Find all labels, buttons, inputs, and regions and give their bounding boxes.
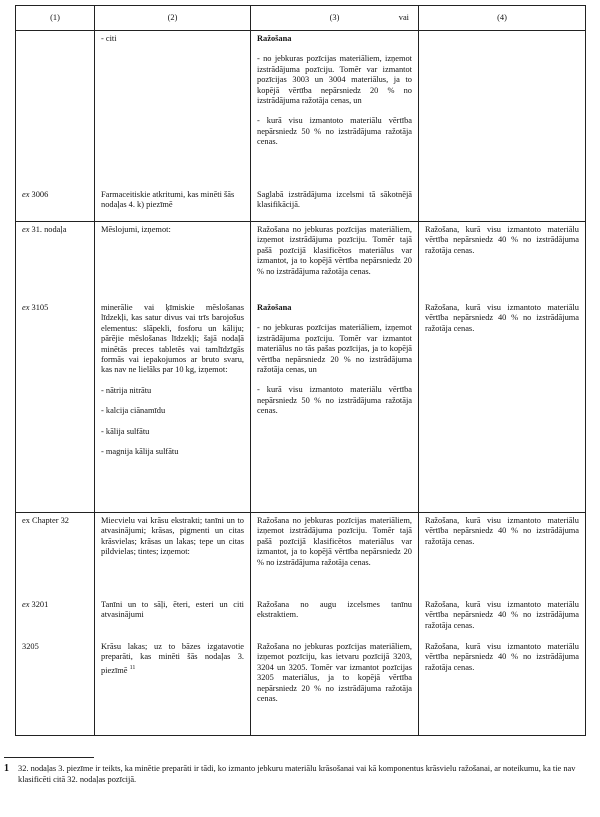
row-description: Miecvielu vai krāsu ekstrakti; tanīni un to atvasinājumi; krāsas, pigmenti un citas krāsvielas; krāsas un lakas; tepe un citas pildvielas; tintes; izņemot: [95, 513, 251, 598]
row-description: Tanīni un to sāļi, ēteri, esteri un citi atvasinājumi [95, 597, 251, 639]
header-col-2: (2) [95, 6, 251, 31]
footnote-divider [4, 757, 94, 758]
rule3-item: - no jebkuras pozīcijas materiāliem, izņemot izstrādājuma pozīciju. Tomēr var izmantot materiālus no tās pašas pozīcijas, ja to kopējā vērtība nepārsniedz 20 % no izstrādājuma ražotāja cenas, un [257, 323, 412, 375]
footnote-reference[interactable]: 11 [129, 664, 136, 671]
footnote-marker: 1 [4, 763, 9, 774]
footnote [4, 763, 589, 785]
row-rule-4: Ražošana, kurā visu izmantoto materiālu vērtība nepārsniedz 40 % no izstrādājuma ražotāja cenas. [419, 639, 586, 736]
sub-item: - nātrija nitrātu [101, 385, 152, 395]
row-code: ex Chapter 32 [16, 513, 95, 598]
row-rule-3: Ražošana no jebkuras pozīcijas materiāliem, izņemot izstrādājuma pozīciju. Tomēr tajā pašā pozīcijā klasificētos materiālus var izmantot, ja to kopējā vērtība nepārsniedz 20 % no izstrādājuma ražotāja cenas. [251, 222, 419, 301]
rule3-item: - kurā visu izmantoto materiālu vērtība nepārsniedz 50 % no izstrādājuma ražotāja cenas. [257, 116, 412, 147]
table-header-row [16, 6, 586, 31]
footnote-text: 32. nodaļas 3. piezīme ir teikts, ka minētie preparāti ir tādi, ko izmanto jebkuru materiālu krāsošanai vai kā komponentus krāsvielu ražošanai, ar noteikumu, ka tie nav klasificēti citā 32. nodaļas pozīcijā. [18, 764, 576, 784]
sub-item: - kalcija ciānamīdu [101, 406, 166, 416]
header-col-3 [251, 6, 419, 31]
row-rule-3: Ražošana no jebkuras pozīcijas materiāliem, izņemot pozīciju, kas ietvaru pozīcijā 3203, 3204 un 3205. Tomēr var izmantot pozīcijas 3205 materiālus, ja to kopējā vērtība nepārsniedz 20 % no izstrādājuma ražotāja cenas. [251, 639, 419, 736]
row-rule-3 [251, 31, 419, 188]
table-row [16, 597, 586, 639]
row-code: ex 31. nodaļa [16, 222, 95, 301]
table-row [16, 187, 586, 222]
row-code: ex 3006 [16, 187, 95, 222]
row-rule-4: Ražošana, kurā visu izmantoto materiālu vērtība nepārsniedz 40 % no izstrādājuma ražotāja cenas. [419, 222, 586, 301]
row-description: minerālie vai ķīmiskie mēslošanas līdzekļi, kas satur divus vai trīs barojošus elementus: slāpekli, fosforu un kāliju; pārējie mēslošanas līdzekļi; šajā nodaļā minētās preces tabletēs vai tamlīdzīgās formās vai iepakojumos ar bruto svaru, kas nav ne lielāks par 10 kg, izņemot: - nātrija nitrātu - kalcija ciānamīdu - kālija sulfātu - magnija kālija sulfātu [95, 300, 251, 513]
rule3-item: - kurā visu izmantoto materiālu vērtība nepārsniedz 50 % no izstrādājuma ražotāja cenas. [257, 385, 412, 416]
row-rule-4 [419, 187, 586, 222]
row-rule-4: Ražošana, kurā visu izmantoto materiālu vērtība nepārsniedz 40 % no izstrādājuma ražotāja cenas. [419, 300, 586, 513]
row-rule-3 [251, 300, 419, 513]
rule3-heading: Ražošana [257, 303, 292, 312]
row-rule-4: Ražošana, kurā visu izmantoto materiālu vērtība nepārsniedz 40 % no izstrādājuma ražotāja cenas. [419, 597, 586, 639]
row-rule-4 [419, 31, 586, 188]
rules-table [15, 5, 586, 736]
row-description: Mēslojumi, izņemot: [95, 222, 251, 301]
table-row [16, 639, 586, 736]
sub-item: - magnija kālija sulfātu [101, 447, 179, 457]
header-col-1: (1) [16, 6, 95, 31]
rule3-item: - no jebkuras pozīcijas materiāliem, izņemot izstrādājuma pozīciju. Tomēr var izmantot pozīcijas 3003 un 3004 materiālus, ja to kopējā vērtība nepārsniedz 20 % no izstrādājuma ražotāja cenas, un [257, 54, 412, 106]
row-code [16, 31, 95, 188]
row-description: Krāsu lakas; uz to bāzes izgatavotie preparāti, kas minēti šās nodaļas 3. piezīmē $^{11}$ [95, 639, 251, 736]
sub-item: - kālija sulfātu [101, 426, 150, 436]
header-col-3-vai: vai [398, 12, 409, 22]
row-rule-4: Ražošana, kurā visu izmantoto materiālu vērtība nepārsniedz 40 % no izstrādājuma ražotāja cenas. [419, 513, 586, 598]
table-row [16, 222, 586, 301]
row-rule-3: Saglabā izstrādājuma izcelsmi tā sākotnējā klasifikācijā. [251, 187, 419, 222]
row-code: ex 3201 [16, 597, 95, 639]
header-col-3-label: (3) [329, 12, 340, 22]
row-rule-3: Ražošana no jebkuras pozīcijas materiāliem, izņemot izstrādājuma pozīciju. Tomēr tajā pašā pozīcijā klasificētos materiālus var izmantot, ja to kopējā vērtība nepārsniedz 20 % no izstrādājuma ražotāja cenas. [251, 513, 419, 598]
row-description: Farmaceitiskie atkritumi, kas minēti šās nodaļas 4. k) piezīmē [95, 187, 251, 222]
table-row [16, 31, 586, 188]
table-row [16, 300, 586, 513]
rule3-heading: Ražošana [257, 34, 292, 43]
row-code: 3205 [16, 639, 95, 736]
row-rule-3: Ražošana no augu izcelsmes tanīnu ekstraktiem. [251, 597, 419, 639]
header-col-4: (4) [419, 6, 586, 31]
row-code: ex 3105 [16, 300, 95, 513]
row-description: - citi [95, 31, 251, 188]
table-row [16, 513, 586, 598]
